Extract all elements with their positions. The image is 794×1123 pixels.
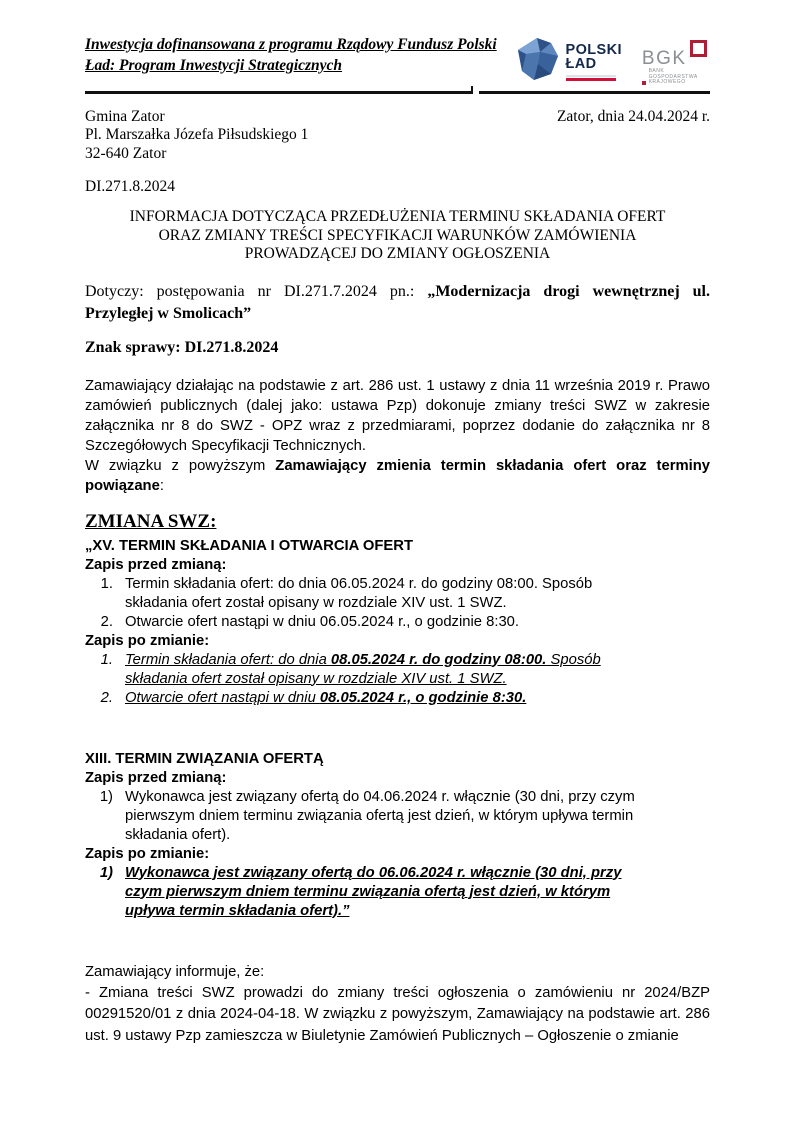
closing-paragraph: - Zmiana treści SWZ prowadzi do zmiany treści ogłoszenia o zamówieniu nr 2024/BZP 00291520/01 z dnia 2024-04-18. W związku z powyższym, Zamawiający na podstawie art. 286 ust. 9 ustawy Pzp zamieszcza w Biuletynie Zamówień Publicznych – Ogłoszenie o zmianie	[85, 984, 710, 1044]
sender-city: 32-640 Zator	[85, 144, 167, 162]
xiii-after-list	[85, 864, 710, 921]
sender-block	[85, 108, 308, 164]
sender-street: Pl. Marszałka Józefa Piłsudskiego 1	[85, 126, 309, 143]
polski-lad-flag-stripes-icon	[566, 75, 616, 81]
dateline: Zator, dnia 24.04.2024 r.	[556, 107, 710, 125]
title-line-1: INFORMACJA DOTYCZĄCA PRZEDŁUŻENIA TERMINU SKŁADANIA OFERT	[129, 208, 666, 225]
address-row	[85, 108, 710, 164]
closing-block	[85, 961, 710, 1048]
polski-lad-logo	[518, 38, 622, 85]
case-reference: DI.271.8.2024	[85, 178, 175, 195]
closing-intro: Zamawiający informuje, że:	[85, 963, 265, 980]
item-marker: 2.	[100, 613, 113, 630]
item-text: Wykonawca jest związany ofertą do 06.06.2024 r. włącznie (30 dni, przy czym pierwszym dniem terminu związania ofertą jest dzień, w którym upływa termin składania ofert).”	[125, 864, 622, 919]
list-item	[85, 575, 710, 613]
intro-note: W związku z powyższym Zamawiający zmienia termin składania ofert oraz terminy powiązane:	[85, 457, 711, 494]
title-line-3: PROWADZĄCEJ DO ZMIANY OGŁOSZENIA	[244, 245, 551, 262]
xiii-before-label: Zapis przed zmianą:	[85, 769, 227, 786]
bgk-dot-icon	[642, 81, 646, 85]
intro-paragraph: Zamawiający działając na podstawie z art. 286 ust. 1 ustawy z dnia 11 września 2019 r. Prawo zamówień publicznych (dalej jako: ustawa Pzp) dokonuje zmiany treści SWZ w zakresie załącznika nr 8 do SWZ - OPZ wraz z przedmiarami, poprzez dodanie do załącznika nr 8 Szczegółowych Specyfikacji Technicznych.	[85, 377, 710, 454]
xv-before-label: Zapis przed zmianą:	[85, 556, 227, 573]
swz-change-heading: ZMIANA SWZ:	[85, 510, 217, 532]
xv-after-label: Zapis po zmianie:	[85, 632, 210, 649]
item-marker: 1.	[100, 575, 113, 592]
subject-line: Dotyczy: postępowania nr DI.271.7.2024 pn.: „Modernizacja drogi wewnętrznej ul. Przyległej w Smolicach”	[85, 282, 710, 322]
item-marker: 1)	[99, 864, 113, 881]
section-xiii-title: XIII. TERMIN ZWIĄZANIA OFERTĄ	[85, 750, 324, 767]
list-item	[85, 689, 710, 708]
item-text: Termin składania ofert: do dnia 08.05.2024 r. do godziny 08:00. Sposób składania ofert został opisany w rozdziale XIV ust. 1 SWZ.	[125, 651, 601, 687]
document-title	[85, 208, 710, 264]
bgk-square-icon	[690, 40, 707, 57]
item-marker: 1)	[99, 788, 113, 805]
list-item	[85, 864, 710, 921]
section-xv-title: „XV. TERMIN SKŁADANIA I OTWARCIA OFERT	[85, 537, 414, 554]
xiii-before-list	[85, 788, 710, 845]
polski-lad-emblem-icon	[518, 38, 558, 85]
title-line-2: ORAZ ZMIANY TREŚCI SPECYFIKACJI WARUNKÓW ZAMÓWIENIA	[158, 226, 637, 244]
sender-name: Gmina Zator	[85, 107, 165, 125]
item-text: Otwarcie ofert nastąpi w dniu 06.05.2024 r., o godzinie 8:30.	[125, 613, 520, 630]
xv-after-list	[85, 651, 710, 708]
xv-before-list	[85, 575, 710, 632]
bgk-logo	[642, 50, 710, 86]
list-item	[85, 651, 710, 689]
header-banner	[85, 34, 710, 86]
bgk-wordmark: BGK	[641, 48, 687, 69]
item-text: Wykonawca jest związany ofertą do 04.06.2024 r. włącznie (30 dni, przy czym pierwszym dniem terminu związania ofertą jest dzień, w którym upływa termin składania ofert).	[125, 788, 635, 843]
case-label: Znak sprawy: DI.271.8.2024	[85, 338, 279, 356]
item-marker: 1.	[100, 651, 113, 668]
list-item	[85, 613, 710, 632]
xiii-after-label: Zapis po zmianie:	[85, 845, 210, 862]
bgk-subtitle: BANK GOSPODARSTWA KRAJOWEGO	[648, 68, 698, 85]
item-text: Otwarcie ofert nastąpi w dniu 08.05.2024 r., o godzinie 8:30.	[125, 689, 527, 706]
polski-lad-wordmark: POLSKI ŁAD	[566, 43, 622, 81]
funding-note-text: Inwestycja dofinansowana z programu Rządowy Fundusz Polski Ład: Program Inwestycji Strategicznych	[85, 36, 497, 74]
list-item	[85, 788, 710, 845]
item-text: Termin składania ofert: do dnia 06.05.2024 r. do godziny 08:00. Sposób składania ofert został opisany w rozdziale XIV ust. 1 SWZ.	[125, 575, 593, 611]
logo-group	[518, 34, 711, 86]
item-marker: 2.	[100, 689, 113, 706]
header-rule	[85, 91, 710, 94]
